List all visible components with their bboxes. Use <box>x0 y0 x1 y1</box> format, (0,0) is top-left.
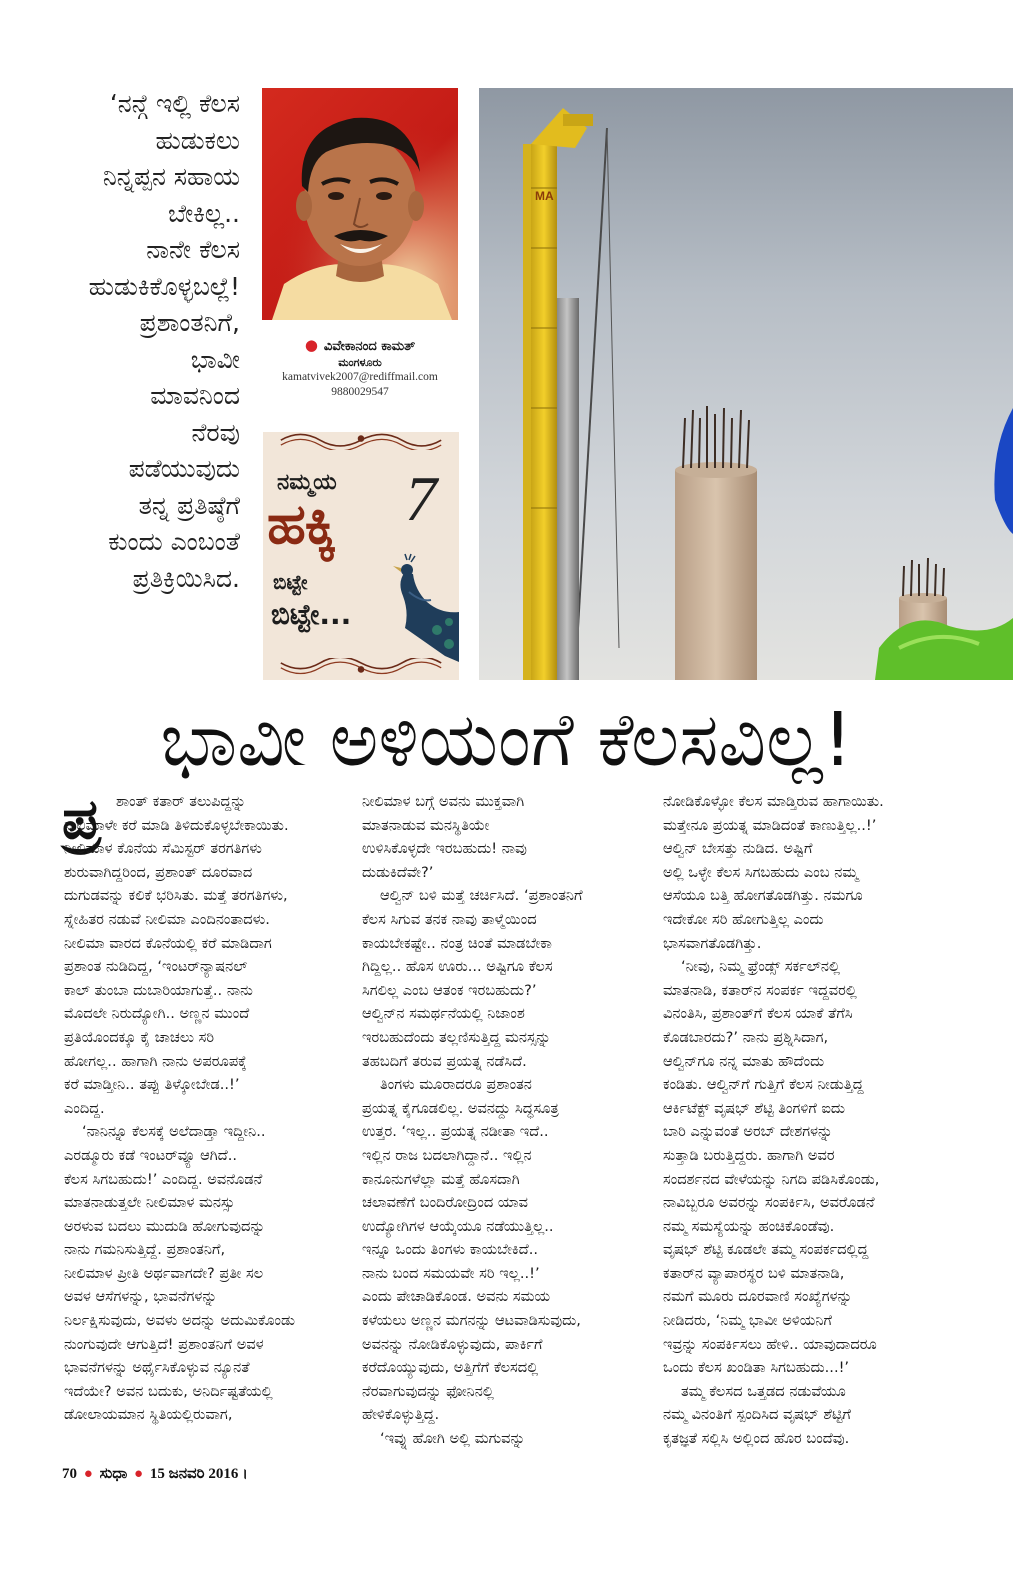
text-line: ಕಾಲ್ ತುಂಬಾ ದುಬಾರಿಯಾಗುತ್ತೆ.. ನಾನು <box>64 981 253 999</box>
text-line: ಹೋಗಲ್ಲ.. ಹಾಗಾಗಿ ನಾನು ಅಪರೂಪಕ್ಕೆ <box>64 1052 247 1070</box>
text-line: ಇದೆಯೇ? ಅವನ ಬದುಕು, ಅನಿರ್ದಿಷ್ಟತೆಯಲ್ಲಿ <box>64 1382 273 1400</box>
bullet-icon: ● <box>134 1466 144 1482</box>
text-line: ಉದ್ಯೋಗಿಗಳ ಆಯ್ಕೆಯೂ ನಡೆಯುತ್ತಿಲ್ಲ.. <box>362 1217 554 1235</box>
text-line: ಆರ್ಕಿಟೆಕ್ಟ್ ವೃಷಭ್ ಶೆಟ್ಟಿ ತಿಂಗಳಿಗೆ ಐದು <box>663 1099 845 1117</box>
text-line: ನೀಲಿಮಾಳ ಬಗ್ಗೆ ಅವನು ಮುಕ್ತವಾಗಿ <box>362 793 525 810</box>
text-line: ಕೃತಜ್ಞತೆ ಸಲ್ಲಿಸಿ ಅಲ್ಲಿಂದ ಹೊರ ಬಂದೆವು. <box>663 1430 850 1448</box>
text-line: ಕರೆದೊಯ್ಯುವುದು, ಅತ್ತಿಗೆಗೆ ಕೆಲಸದಲ್ಲಿ <box>362 1359 539 1377</box>
text-line: ಕೊಡಬಾರದು?’ ನಾನು ಪ್ರಶ್ನಿಸಿದಾಗ, <box>663 1028 829 1046</box>
series-title-word-4: ಬಿಟ್ಟೇ... <box>271 598 352 631</box>
text-line: ಭಾವನೆಗಳನ್ನು ಅರ್ಥೈಸಿಕೊಳ್ಳುವ ನ್ಯೂನತೆ <box>64 1359 250 1377</box>
text-line: ಆಸೆಯೂ ಬತ್ತಿ ಹೋಗತೊಡಗಿತ್ತು. ನಮಗೂ <box>663 887 863 905</box>
pull-quote-line: ಪ್ರತಿಕ್ರಿಯಿಸಿದ. <box>132 563 240 593</box>
text-line: ಹೇಳಿಕೊಳ್ಳುತ್ತಿದ್ದ. <box>362 1406 440 1424</box>
text-line: ತಿಂಗಳು ಮೂರಾದರೂ ಪ್ರಶಾಂತನ <box>380 1076 532 1094</box>
pull-quote-line: ಬೇಕಿಲ್ಲ.. <box>167 198 240 228</box>
text-line: ಮಾತನಾಡುತ್ತಲೇ ನೀಲಿಮಾಳ ಮನಸ್ಸು <box>64 1194 235 1212</box>
text-line: ಆಲ್ವಿನ್ ಬೇಸತ್ತು ನುಡಿದ. ಅಷ್ಟಿಗೆ <box>663 840 813 858</box>
text-line: ಪ್ರತಿಯೊಂದಕ್ಕೂ ಕೈ ಚಾಚಲು ಸರಿ <box>64 1028 215 1046</box>
text-line: ನುಂಗುವುದೇ ಆಗುತ್ತಿದೆ! ಪ್ರಶಾಂತನಿಗೆ ಅವಳ <box>64 1335 264 1353</box>
author-city: ಮಂಗಳೂರು <box>338 356 382 369</box>
peacock-icon <box>375 552 459 662</box>
article-headline: ಭಾವೀ ಅಳಿಯಂಗೆ ಕೆಲಸವಿಲ್ಲ! <box>160 697 853 783</box>
magazine-name: ಸುಧಾ <box>99 1466 128 1482</box>
text-line: ಅಲ್ಲಿ ಒಳ್ಳೇ ಕೆಲಸ ಸಿಗಬಹುದು ಎಂಬ ನಮ್ಮ <box>663 863 859 881</box>
text-line: ಶಾಂತ್ ಕತಾರ್ ತಲುಪಿದ್ದನ್ನು <box>116 793 246 810</box>
text-line: ನಾನು ಬಂದ ಸಮಯವೇ ಸರಿ ಇಲ್ಲ..!’ <box>362 1264 540 1282</box>
article-column-3 <box>663 790 955 1451</box>
series-title-word-2: ಹಕ್ಕಿ <box>267 492 336 557</box>
text-line: ತಹಬದಿಗೆ ತರುವ ಪ್ರಯತ್ನ ನಡೆಸಿದೆ. <box>362 1052 527 1070</box>
text-line: ನಮಗೆ ಮೂರು ದೂರವಾಣಿ ಸಂಖ್ಯೆಗಳನ್ನು <box>663 1288 853 1306</box>
author-credit <box>262 336 458 400</box>
text-line: ನೋಡಿಕೊಳ್ಳೋ ಕೆಲಸ ಮಾಡ್ತಿರುವ ಹಾಗಾಯಿತು. <box>663 793 884 810</box>
pull-quote-line: ನಾನೇ ಕೆಲಸ <box>146 235 240 264</box>
text-line: ಭಾಸವಾಗತೊಡಗಿತ್ತು. <box>663 934 762 952</box>
pull-quote-line: ನಿನ್ನಪ್ಪನ ಸಹಾಯ <box>102 162 240 191</box>
text-line: ನೆರವಾಗುವುದನ್ನು ಫೋನಿನಲ್ಲಿ <box>362 1382 494 1400</box>
pull-quote-line: ಹುಡುಕಿಕೊಳ್ಳಬಲ್ಲೆ! <box>88 271 240 301</box>
text-line: ಅವನನ್ನು ನೋಡಿಕೊಳ್ಳುವುದು, ಪಾರ್ಕಿಗೆ <box>362 1335 543 1353</box>
text-line: ತಮ್ಮ ಕೆಲಸದ ಒತ್ತಡದ ನಡುವೆಯೂ <box>681 1382 846 1400</box>
text-line: ಮೊದಲೇ ನಿರುದ್ಯೋಗಿ.. ಅಣ್ಣನ ಮುಂದೆ <box>64 1005 250 1023</box>
text-line: ನಾನು ಗಮನಿಸುತ್ತಿದ್ದೆ. ಪ್ರಶಾಂತನಿಗೆ, <box>64 1241 226 1259</box>
text-line: ಪ್ರಶಾಂತ ನುಡಿದಿದ್ದ, ‘ಇಂಟರ್‌ನ್ಯಾಷನಲ್ <box>64 958 248 976</box>
pull-quote-line: ಪ್ರಶಾಂತನಿಗೆ, <box>139 308 240 337</box>
text-line: ನಮ್ಮ ಸಮಸ್ಯೆಯನ್ನು ಹಂಚಿಕೊಂಡೆವು. <box>663 1217 835 1235</box>
crane-letter: MA <box>535 189 554 203</box>
footer-separator: । <box>242 1466 248 1482</box>
text-line: ಆಲ್ವಿನ್‌ನ ಸಮರ್ಥನೆಯಲ್ಲಿ ನಿಜಾಂಶ <box>362 1005 525 1023</box>
text-line: ಸಂದರ್ಶನದ ವೇಳೆಯನ್ನು ನಿಗದಿ ಪಡಿಸಿಕೊಂಡು, <box>663 1170 880 1188</box>
series-title-word-3: ಬಿಟ್ಟೇ <box>273 570 308 594</box>
text-line: ನಮ್ಮ ವಿನಂತಿಗೆ ಸ್ಪಂದಿಸಿದ ವೃಷಭ್ ಶೆಟ್ಟಿಗೆ <box>663 1406 852 1424</box>
bullet-icon: ● <box>83 1466 93 1482</box>
text-line: ‘ಇವ್ನು ಹೋಗಿ ಅಲ್ಲಿ ಮಗುವನ್ನು <box>380 1430 526 1448</box>
text-line: ಎಂದು ಪೇಚಾಡಿಕೊಂಡ. ಅವನು ಸಮಯ <box>362 1288 551 1306</box>
text-line: ಕೆಲಸ ಸಿಗಬಹುದು!’ ಎಂದಿದ್ದ. ಅವನೊಡನೆ <box>64 1170 263 1188</box>
author-email: kamatvivek2007@rediffmail.com <box>282 371 438 383</box>
text-line: ಚಲಾವಣೆಗೆ ಬಂದಿರೋದ್ರಿಂದ ಯಾವ <box>362 1194 529 1212</box>
article-column-1 <box>62 787 348 1427</box>
text-line: ನಾವಿಬ್ಬರೂ ಅವರನ್ನು ಸಂಪರ್ಕಿಸಿ, ಅವರೊಡನೆ <box>663 1194 875 1212</box>
text-line: ಕೆಲಸ ಸಿಗುವ ತನಕ ನಾವು ತಾಳ್ಮೆಯಿಂದ <box>362 910 537 928</box>
text-line: ಎರಡ್ಮೂರು ಕಡೆ ಇಂಟರ್‌ವ್ಯೂ ಆಗಿದೆ.. <box>64 1146 237 1164</box>
pull-quote-line: ಮಾವನಿಂದ <box>150 381 240 410</box>
episode-number: 7 <box>405 463 437 534</box>
text-line: ದುಡುಕಿದೆವೇ?’ <box>362 863 434 881</box>
text-line: ನೀಡಿದರು, ‘ನಿಮ್ಮ ಭಾವೀ ಅಳಿಯನಿಗೆ <box>663 1312 833 1330</box>
page-number: 70 <box>62 1466 77 1482</box>
author-photo <box>262 88 458 320</box>
text-line: ‘ನೀವು, ನಿಮ್ಮ ಫ್ರೆಂಡ್ಸ್ ಸರ್ಕಲ್‌ನಲ್ಲಿ <box>681 958 841 976</box>
drop-cap: ಪ್ರ <box>62 787 101 852</box>
text-line: ಆಲ್ವಿನ್‌ಗೂ ನನ್ನ ಮಾತು ಹೌದೆಂದು <box>663 1052 825 1070</box>
text-line: ಇದೇಕೋ ಸರಿ ಹೋಗುತ್ತಿಲ್ಲ ಎಂದು <box>663 910 824 928</box>
text-line: ಇವ್ರನ್ನು ಸಂಪರ್ಕಿಸಲು ಹೇಳಿ.. ಯಾವುದಾದರೂ <box>663 1335 877 1353</box>
text-line: ಸ್ನೇಹಿತರ ನಡುವೆ ನೀಲಿಮಾ ಎಂದಿನಂತಾದಳು. <box>64 910 270 928</box>
author-phone: 9880029547 <box>331 386 389 398</box>
text-line: ಉತ್ತರ. ‘ಇಲ್ಲ.. ಪ್ರಯತ್ನ ನಡೀತಾ ಇದೆ.. <box>362 1123 549 1141</box>
text-line: ಪ್ರಯತ್ನ ಕೈಗೂಡಲಿಲ್ಲ. ಅವನದ್ದು ಸಿದ್ಧಸೂತ್ರ <box>362 1099 559 1117</box>
text-line: ಕರೆ ಮಾಡ್ತೀನಿ.. ತಪ್ಪು ತಿಳ್ಕೋಬೇಡ..!’ <box>64 1076 240 1094</box>
bullet-icon: ● <box>304 336 318 354</box>
text-line: ವೃಷಭ್ ಶೆಟ್ಟಿ ಕೂಡಲೇ ತಮ್ಮ ಸಂಪರ್ಕದಲ್ಲಿದ್ದ <box>663 1241 869 1259</box>
text-line: ನಿರ್ಲಕ್ಷಿಸುವುದು, ಅವಳು ಅದನ್ನು ಅದುಮಿಕೊಂಡು <box>64 1312 295 1330</box>
text-line: ನೀಲಿಮಾಳ ಕೊನೆಯ ಸೆಮಿಸ್ಟರ್ ತರಗತಿಗಳು <box>64 840 262 858</box>
pull-quote-line: ತನ್ನ ಪ್ರತಿಷ್ಠೆಗೆ <box>138 490 240 520</box>
text-line: ಕಂಡಿತು. ಆಲ್ವಿನ್‌ಗೆ ಗುತ್ತಿಗೆ ಕೆಲಸ ನೀಡುತ್ತಿದ್ದ <box>663 1076 864 1094</box>
text-line: ಸುತ್ತಾಡಿ ಬರುತ್ತಿದ್ದರು. ಹಾಗಾಗಿ ಅವರ <box>663 1146 835 1164</box>
article-column-2 <box>362 790 638 1451</box>
text-line: ಅರಳುವ ಬದಲು ಮುದುಡಿ ಹೋಗುವುದನ್ನು <box>64 1217 266 1235</box>
text-line: ಬಾರಿ ಎನ್ನುವಂತೆ ಅರಬ್ ದೇಶಗಳನ್ನು <box>663 1123 833 1141</box>
text-line: ದುಗುಡವನ್ನು ಕಲಿಕೆ ಭರಿಸಿತು. ಮತ್ತೆ ತರಗತಿಗಳು, <box>64 887 288 905</box>
pull-quote-line: ಪಡೆಯುವುದು <box>128 454 240 483</box>
text-line: ಇನ್ನೂ ಒಂದು ತಿಂಗಳು ಕಾಯಬೇಕಿದೆ.. <box>362 1241 539 1259</box>
ornament-border-top-icon <box>263 432 459 450</box>
text-line: ಶುರುವಾಗಿದ್ದರಿಂದ, ಪ್ರಶಾಂತ್ ದೂರವಾದ <box>64 863 253 881</box>
text-line: ಕತಾರ್‌ನ ವ್ಯಾಪಾರಸ್ಥರ ಬಳಿ ಮಾತನಾಡಿ, <box>663 1264 845 1282</box>
text-line: ಇರಬಹುದೆಂದು ತಲ್ಲಣಿಸುತ್ತಿದ್ದ ಮನಸ್ಸನ್ನು <box>362 1028 551 1046</box>
crane-scene-illustration <box>479 88 1013 680</box>
pull-quote-line: ಹುಡುಕಲು <box>155 125 240 155</box>
text-line: ಡೋಲಾಯಮಾನ ಸ್ಥಿತಿಯಲ್ಲಿರುವಾಗ, <box>64 1406 233 1424</box>
text-line: ಎಂದಿದ್ದ. <box>64 1099 105 1117</box>
text-line: ‘ನಾನಿನ್ನೂ ಕೆಲಸಕ್ಕೆ ಅಲೆದಾಡ್ತಾ ಇದ್ದೀನಿ.. <box>82 1123 266 1141</box>
text-line: ಸಿಗಲಿಲ್ಲ ಎಂಬ ಆತಂಕ ಇರಬಹುದು?’ <box>362 981 537 999</box>
pull-quote-line: ‘ನನ್ಗೆ ಇಲ್ಲಿ ಕೆಲಸ <box>109 89 240 118</box>
text-line: ಕಳೆಯಲು ಅಣ್ಣನ ಮಗನನ್ನು ಆಟವಾಡಿಸುವುದು, <box>362 1312 581 1330</box>
series-logo <box>263 432 459 680</box>
text-line: ಕಾನೂನುಗಳೆಲ್ಲಾ ಮತ್ತೆ ಹೊಸದಾಗಿ <box>362 1170 520 1188</box>
text-line: ವಿನಂತಿಸಿ, ಪ್ರಶಾಂತ್‌ಗೆ ಕೆಲಸ ಯಾಕೆ ತೆಗೆಸಿ <box>663 1005 853 1023</box>
pull-quote-line: ಕುಂದು ಎಂಬಂತೆ <box>108 527 240 556</box>
text-line: ಉಳಿಸಿಕೊಳ್ಳದೇ ಇರಬಹುದು! ನಾವು <box>362 840 527 858</box>
text-line: ಮತ್ತೇನೂ ಪ್ರಯತ್ನ ಮಾಡಿದಂತೆ ಕಾಣುತ್ತಿಲ್ಲ..!’ <box>663 816 877 834</box>
ornament-border-bottom-icon <box>263 658 459 676</box>
author-name: ವಿವೇಕಾನಂದ ಕಾಮತ್ <box>323 339 416 354</box>
pull-quote <box>62 86 240 597</box>
text-line: ಮಾತನಾಡಿ, ಕತಾರ್‌ನ ಸಂಪರ್ಕ ಇದ್ದವರಲ್ಲಿ <box>663 981 857 999</box>
issue-date: 15 ಜನವರಿ 2016 <box>149 1466 239 1482</box>
text-line: ಅವಳ ಆಸೆಗಳನ್ನು, ಭಾವನೆಗಳನ್ನು <box>64 1288 218 1306</box>
construction-photo <box>479 88 1013 680</box>
text-line: ಇಲ್ಲಿನ ರಾಜ ಬದಲಾಗಿದ್ದಾನೆ.. ಇಲ್ಲಿನ <box>362 1146 532 1164</box>
text-line: ಗಿದ್ದಿಲ್ಲ.. ಹೊಸ ಊರು... ಅಷ್ಟಿಗೂ ಕೆಲಸ <box>362 958 553 976</box>
text-line: ನೀಲಿಮಾ ವಾರದ ಕೊನೆಯಲ್ಲಿ ಕರೆ ಮಾಡಿದಾಗ <box>64 934 272 952</box>
author-portrait-illustration <box>262 88 458 320</box>
text-line: ಮಾತನಾಡುವ ಮನಸ್ಥಿತಿಯೇ <box>362 816 490 834</box>
page-footer <box>62 1465 248 1483</box>
text-line: ನೀಲಿಮಾಳ ಪ್ರೀತಿ ಅರ್ಥವಾಗದೇ? ಪ್ರತೀ ಸಲ <box>64 1264 264 1282</box>
text-line: ಕಾಯಬೇಕಷ್ಟೇ.. ನಂತ್ರ ಚಿಂತೆ ಮಾಡಬೇಕಾ <box>362 934 552 952</box>
text-line: ನೀಲಿಮಾಳೇ ಕರೆ ಮಾಡಿ ತಿಳಿದುಕೊಳ್ಳಬೇಕಾಯಿತು. <box>64 816 289 834</box>
pull-quote-line: ಭಾವೀ <box>190 344 240 374</box>
series-title-word-1: ನಮ್ಮಯ <box>277 470 337 495</box>
pull-quote-line: ನೆರವು <box>191 417 240 447</box>
text-line: ಆಲ್ವಿನ್ ಬಳಿ ಮತ್ತೆ ಚರ್ಚಿಸಿದೆ. ‘ಪ್ರಶಾಂತನಿಗೆ <box>380 887 583 905</box>
author-name-line <box>262 336 458 354</box>
text-line: ಒಂದು ಕೆಲಸ ಖಂಡಿತಾ ಸಿಗಬಹುದು...!’ <box>663 1359 850 1377</box>
